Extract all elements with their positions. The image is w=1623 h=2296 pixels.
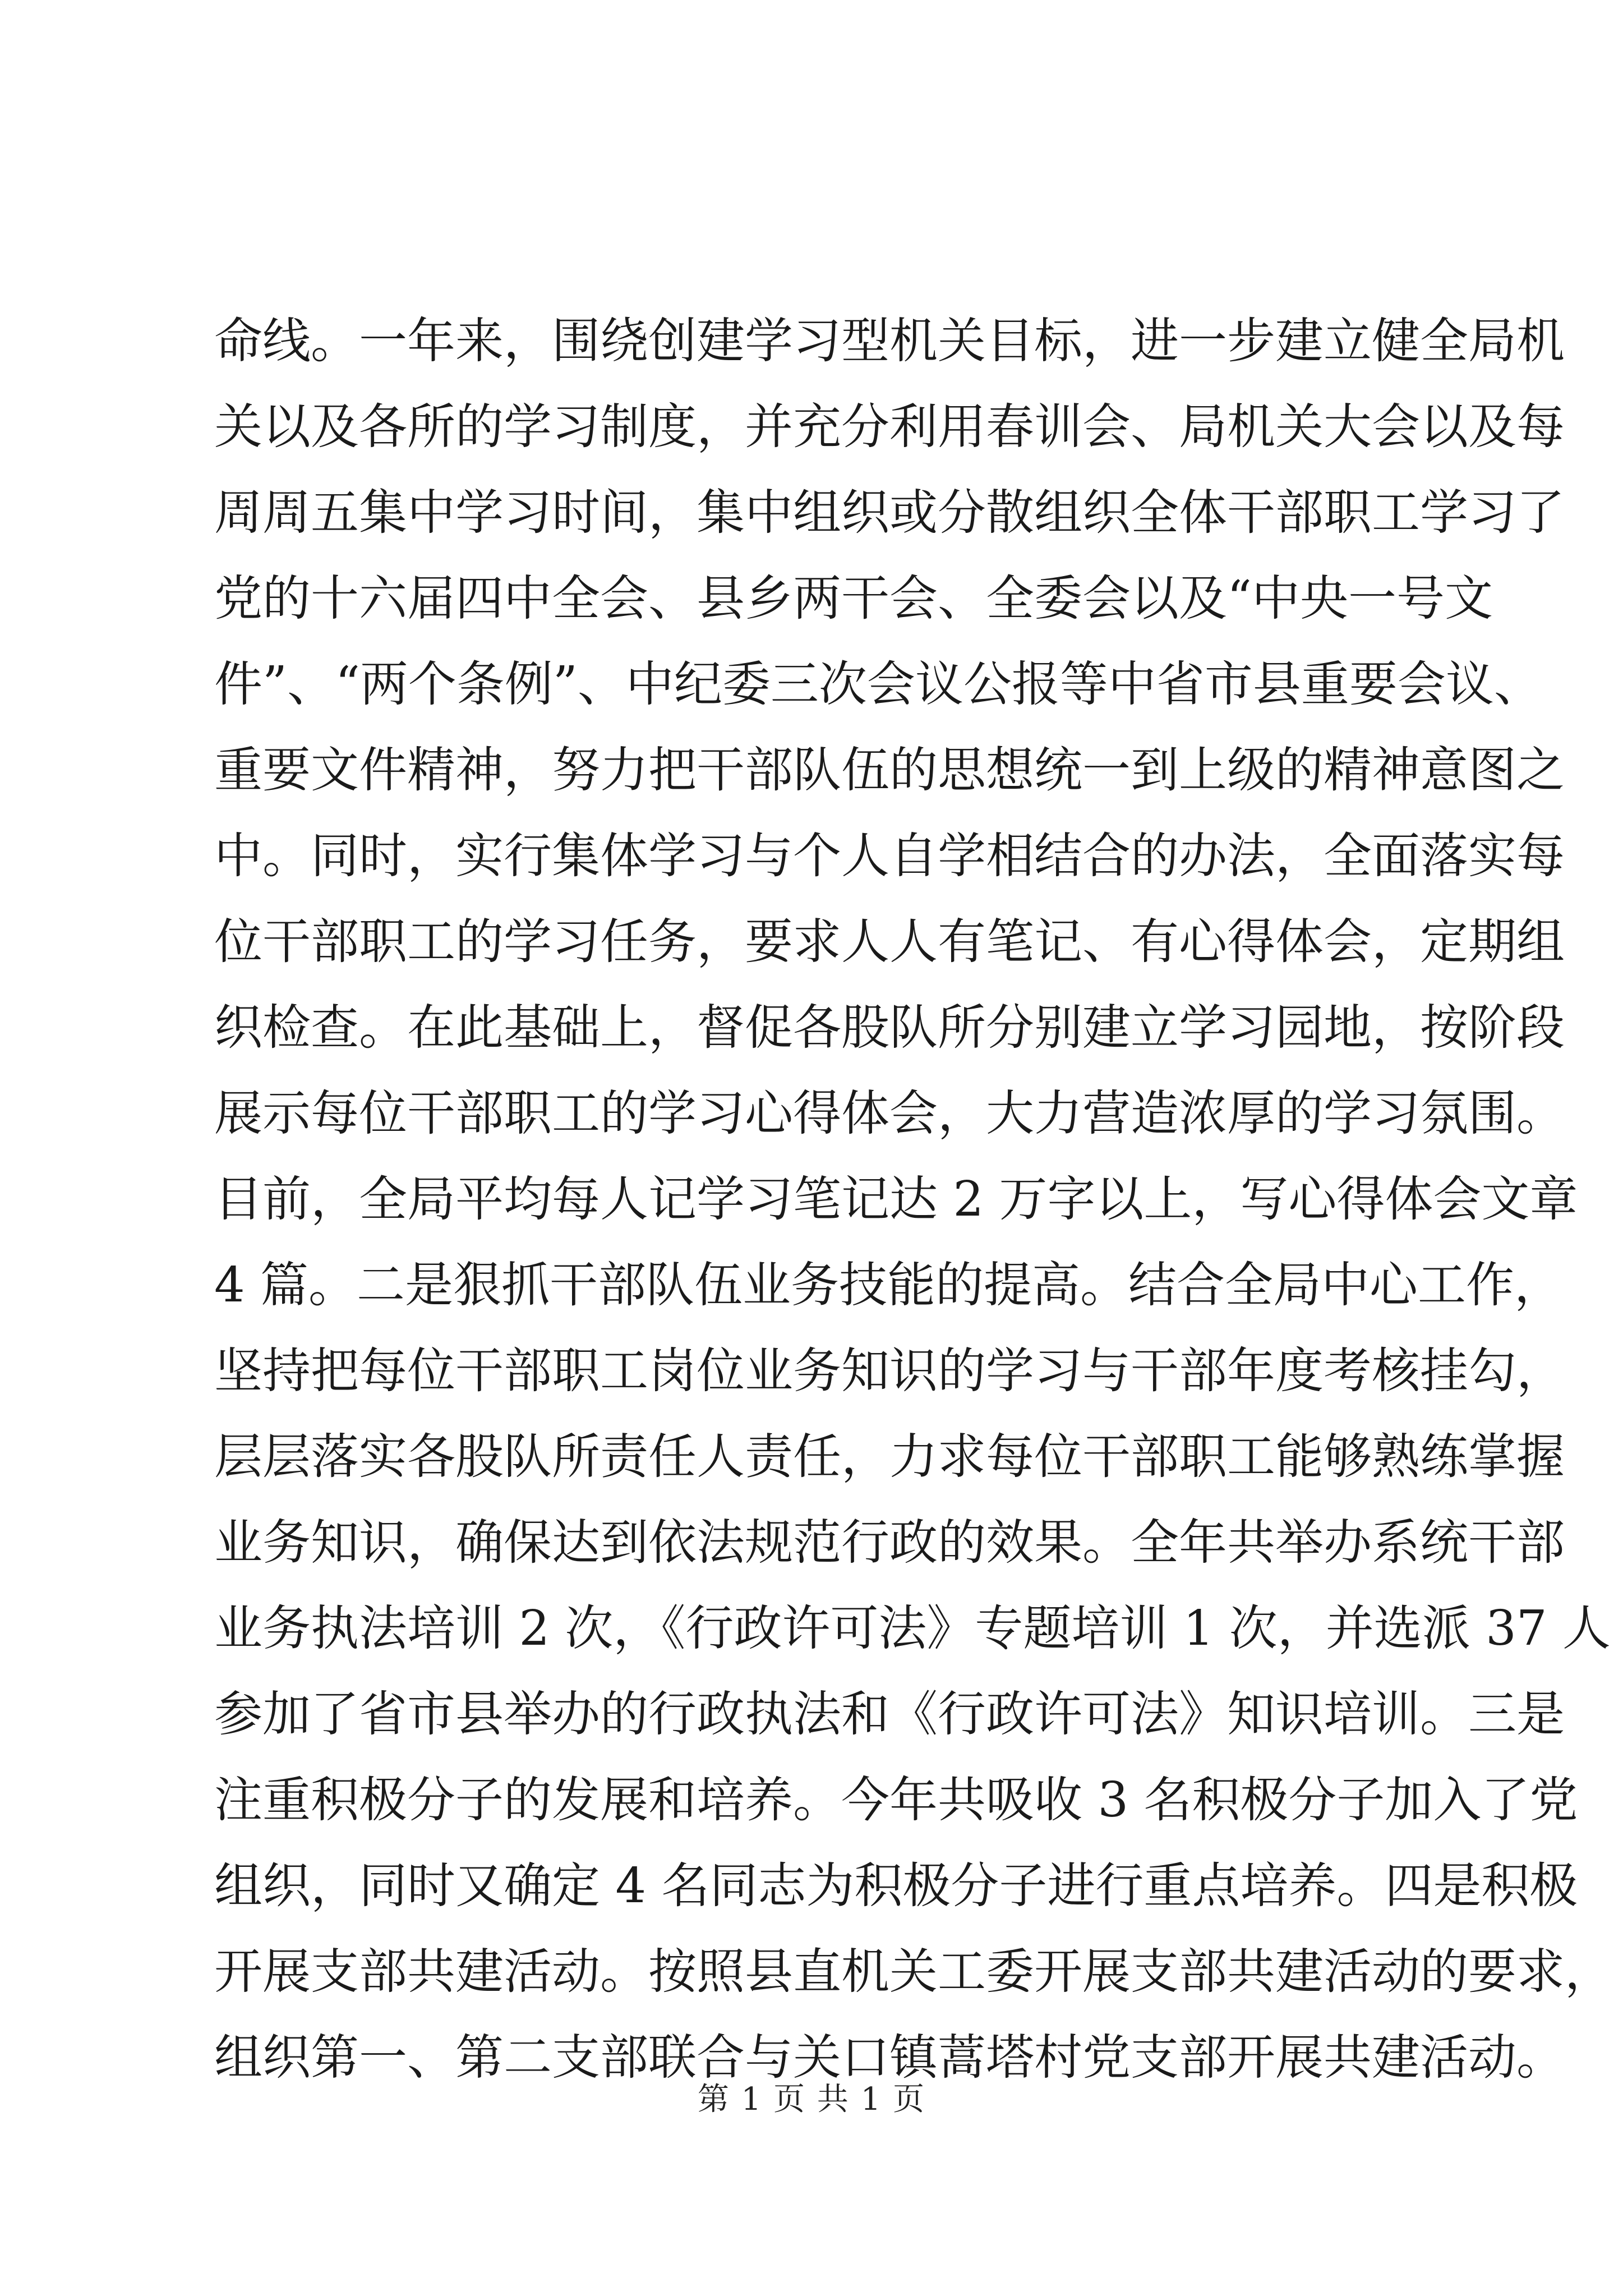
text-line: 中。同时，实行集体学习与个人自学相结合的办法，全面落实每 bbox=[214, 828, 1565, 884]
text-line: 开展支部共建活动。按照县直机关工委开展支部共建活动的要求， bbox=[214, 1944, 1613, 2000]
text-line: 件”、“两个条例”、中纪委三次会议公报等中省市县重要会议、 bbox=[214, 656, 1542, 712]
text-line: 关以及各所的学习制度，并充分利用春训会、局机关大会以及每 bbox=[214, 399, 1565, 455]
text-line: 党的十六届四中全会、县乡两干会、全委会以及“中央一号文 bbox=[214, 570, 1493, 627]
text-line: 织检查。在此基础上，督促各股队所分别建立学习园地，按阶段 bbox=[214, 1000, 1565, 1056]
text-line: 组织，同时又确定 4 名同志为积极分子进行重点培养。四是积极 bbox=[214, 1858, 1578, 1914]
text-line: 组织第一、第二支部联合与关口镇蒿塔村党支部开展共建活动。 bbox=[214, 2030, 1565, 2086]
text-line: 展示每位干部职工的学习心得体会，大力营造浓厚的学习氛围。 bbox=[214, 1085, 1565, 1142]
text-line: 位干部职工的学习任务，要求人人有笔记、有心得体会，定期组 bbox=[214, 914, 1565, 970]
text-line: 层层落实各股队所责任人责任，力求每位干部职工能够熟练掌握 bbox=[214, 1429, 1565, 1485]
text-line: 参加了省市县举办的行政执法和《行政许可法》知识培训。三是 bbox=[214, 1686, 1565, 1742]
text-line: 目前，全局平均每人记学习笔记达 2 万字以上，写心得体会文章 bbox=[214, 1171, 1578, 1227]
text-line: 业务知识，确保达到依法规范行政的效果。全年共举办系统干部 bbox=[214, 1515, 1565, 1571]
body-paragraph bbox=[214, 298, 1613, 2101]
text-line: 4 篇。二是狠抓干部队伍业务技能的提高。结合全局中心工作， bbox=[214, 1257, 1563, 1313]
text-line: 业务执法培训 2 次，《行政许可法》专题培训 1 次，并选派 37 人 bbox=[214, 1600, 1611, 1657]
text-line: 命线。一年来，围绕创建学习型机关目标，进一步建立健全局机 bbox=[214, 313, 1565, 369]
text-line: 周周五集中学习时间，集中组织或分散组织全体干部职工学习了 bbox=[214, 485, 1565, 541]
text-line: 坚持把每位干部职工岗位业务知识的学习与干部年度考核挂勾， bbox=[214, 1343, 1565, 1399]
page-footer bbox=[0, 2080, 1623, 2119]
text-line: 重要文件精神，努力把干部队伍的思想统一到上级的精神意图之 bbox=[214, 742, 1565, 798]
page-number-label: 第 1 页 共 1 页 bbox=[697, 2081, 926, 2118]
text-line: 注重积极分子的发展和培养。今年共吸收 3 名积极分子加入了党 bbox=[214, 1772, 1578, 1828]
